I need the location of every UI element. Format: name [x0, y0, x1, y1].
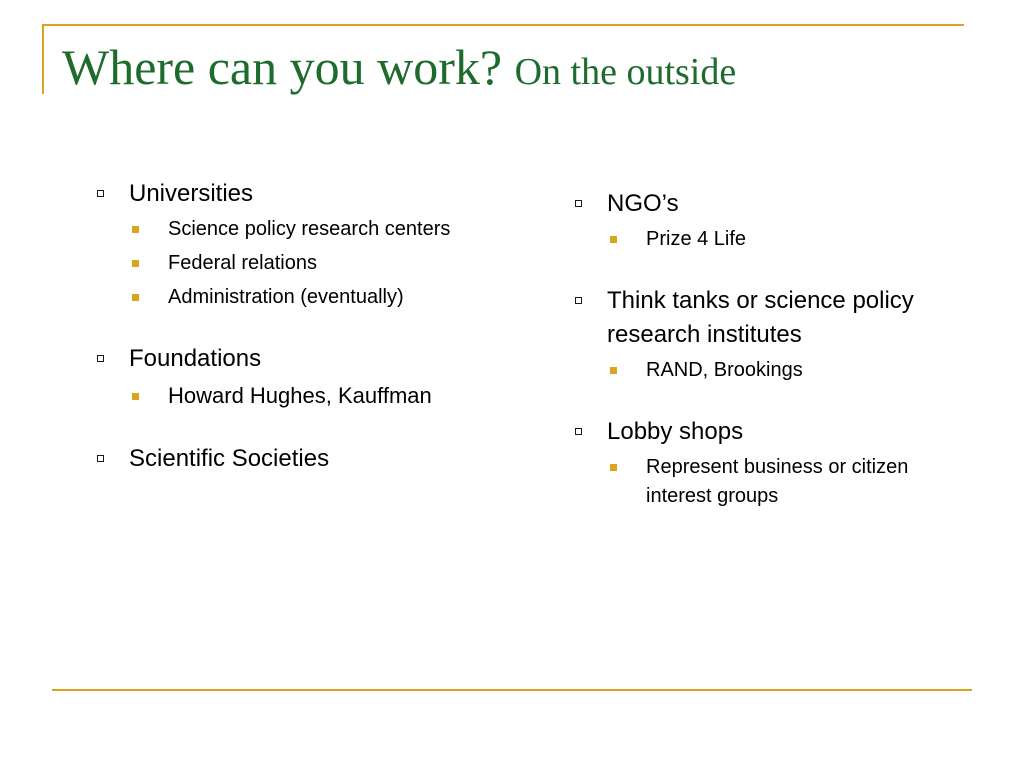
- item-label: Foundations: [129, 345, 262, 372]
- slide-title: [62, 40, 736, 95]
- filled-square-bullet-icon: [132, 393, 139, 400]
- list-item-scientific-societies: [93, 442, 493, 476]
- subitem-label: Federal relations: [168, 252, 317, 274]
- item-label: NGO’s: [607, 190, 679, 217]
- sublist: [129, 215, 493, 312]
- filled-square-bullet-icon: [610, 367, 617, 374]
- bottom-rule: [52, 689, 972, 691]
- subitem-label: Science policy research centers: [168, 218, 451, 240]
- subitem-label: Represent business or citizen interest groups: [646, 456, 909, 507]
- hollow-square-bullet-icon: [575, 297, 582, 304]
- item-label: Scientific Societies: [129, 445, 330, 472]
- sublist: [607, 356, 971, 385]
- list-item-universities: [93, 177, 493, 312]
- list-item-think-tanks: [571, 284, 971, 385]
- subitem-label: Prize 4 Life: [646, 228, 747, 250]
- subitem-label: RAND, Brookings: [646, 359, 803, 381]
- list-item-foundations: [93, 342, 493, 412]
- subitem: [129, 283, 493, 312]
- subitem: [607, 453, 971, 511]
- subitem: [129, 380, 493, 412]
- hollow-square-bullet-icon: [97, 455, 104, 462]
- left-column: [93, 177, 493, 476]
- filled-square-bullet-icon: [610, 464, 617, 471]
- title-subtitle: On the outside: [514, 51, 737, 93]
- subitem: [129, 249, 493, 278]
- item-label: Think tanks or science policy research institutes: [607, 287, 914, 348]
- left-rule: [42, 24, 44, 94]
- subitem: [129, 215, 493, 244]
- subitem: [607, 356, 971, 385]
- filled-square-bullet-icon: [610, 236, 617, 243]
- item-label: Universities: [129, 180, 254, 207]
- subitem-label: Howard Hughes, Kauffman: [168, 383, 432, 408]
- hollow-square-bullet-icon: [575, 200, 582, 207]
- filled-square-bullet-icon: [132, 260, 139, 267]
- title-main: Where can you work?: [62, 39, 503, 95]
- hollow-square-bullet-icon: [575, 428, 582, 435]
- sublist: [607, 453, 971, 511]
- subitem-label: Administration (eventually): [168, 286, 404, 308]
- item-label: Lobby shops: [607, 418, 744, 445]
- subitem: [607, 225, 971, 254]
- filled-square-bullet-icon: [132, 294, 139, 301]
- top-rule: [42, 24, 964, 26]
- sublist: [129, 380, 493, 412]
- list-item-lobby-shops: [571, 415, 971, 511]
- list-item-ngos: [571, 187, 971, 254]
- sublist: [607, 225, 971, 254]
- hollow-square-bullet-icon: [97, 190, 104, 197]
- hollow-square-bullet-icon: [97, 355, 104, 362]
- right-column: [571, 187, 971, 516]
- filled-square-bullet-icon: [132, 226, 139, 233]
